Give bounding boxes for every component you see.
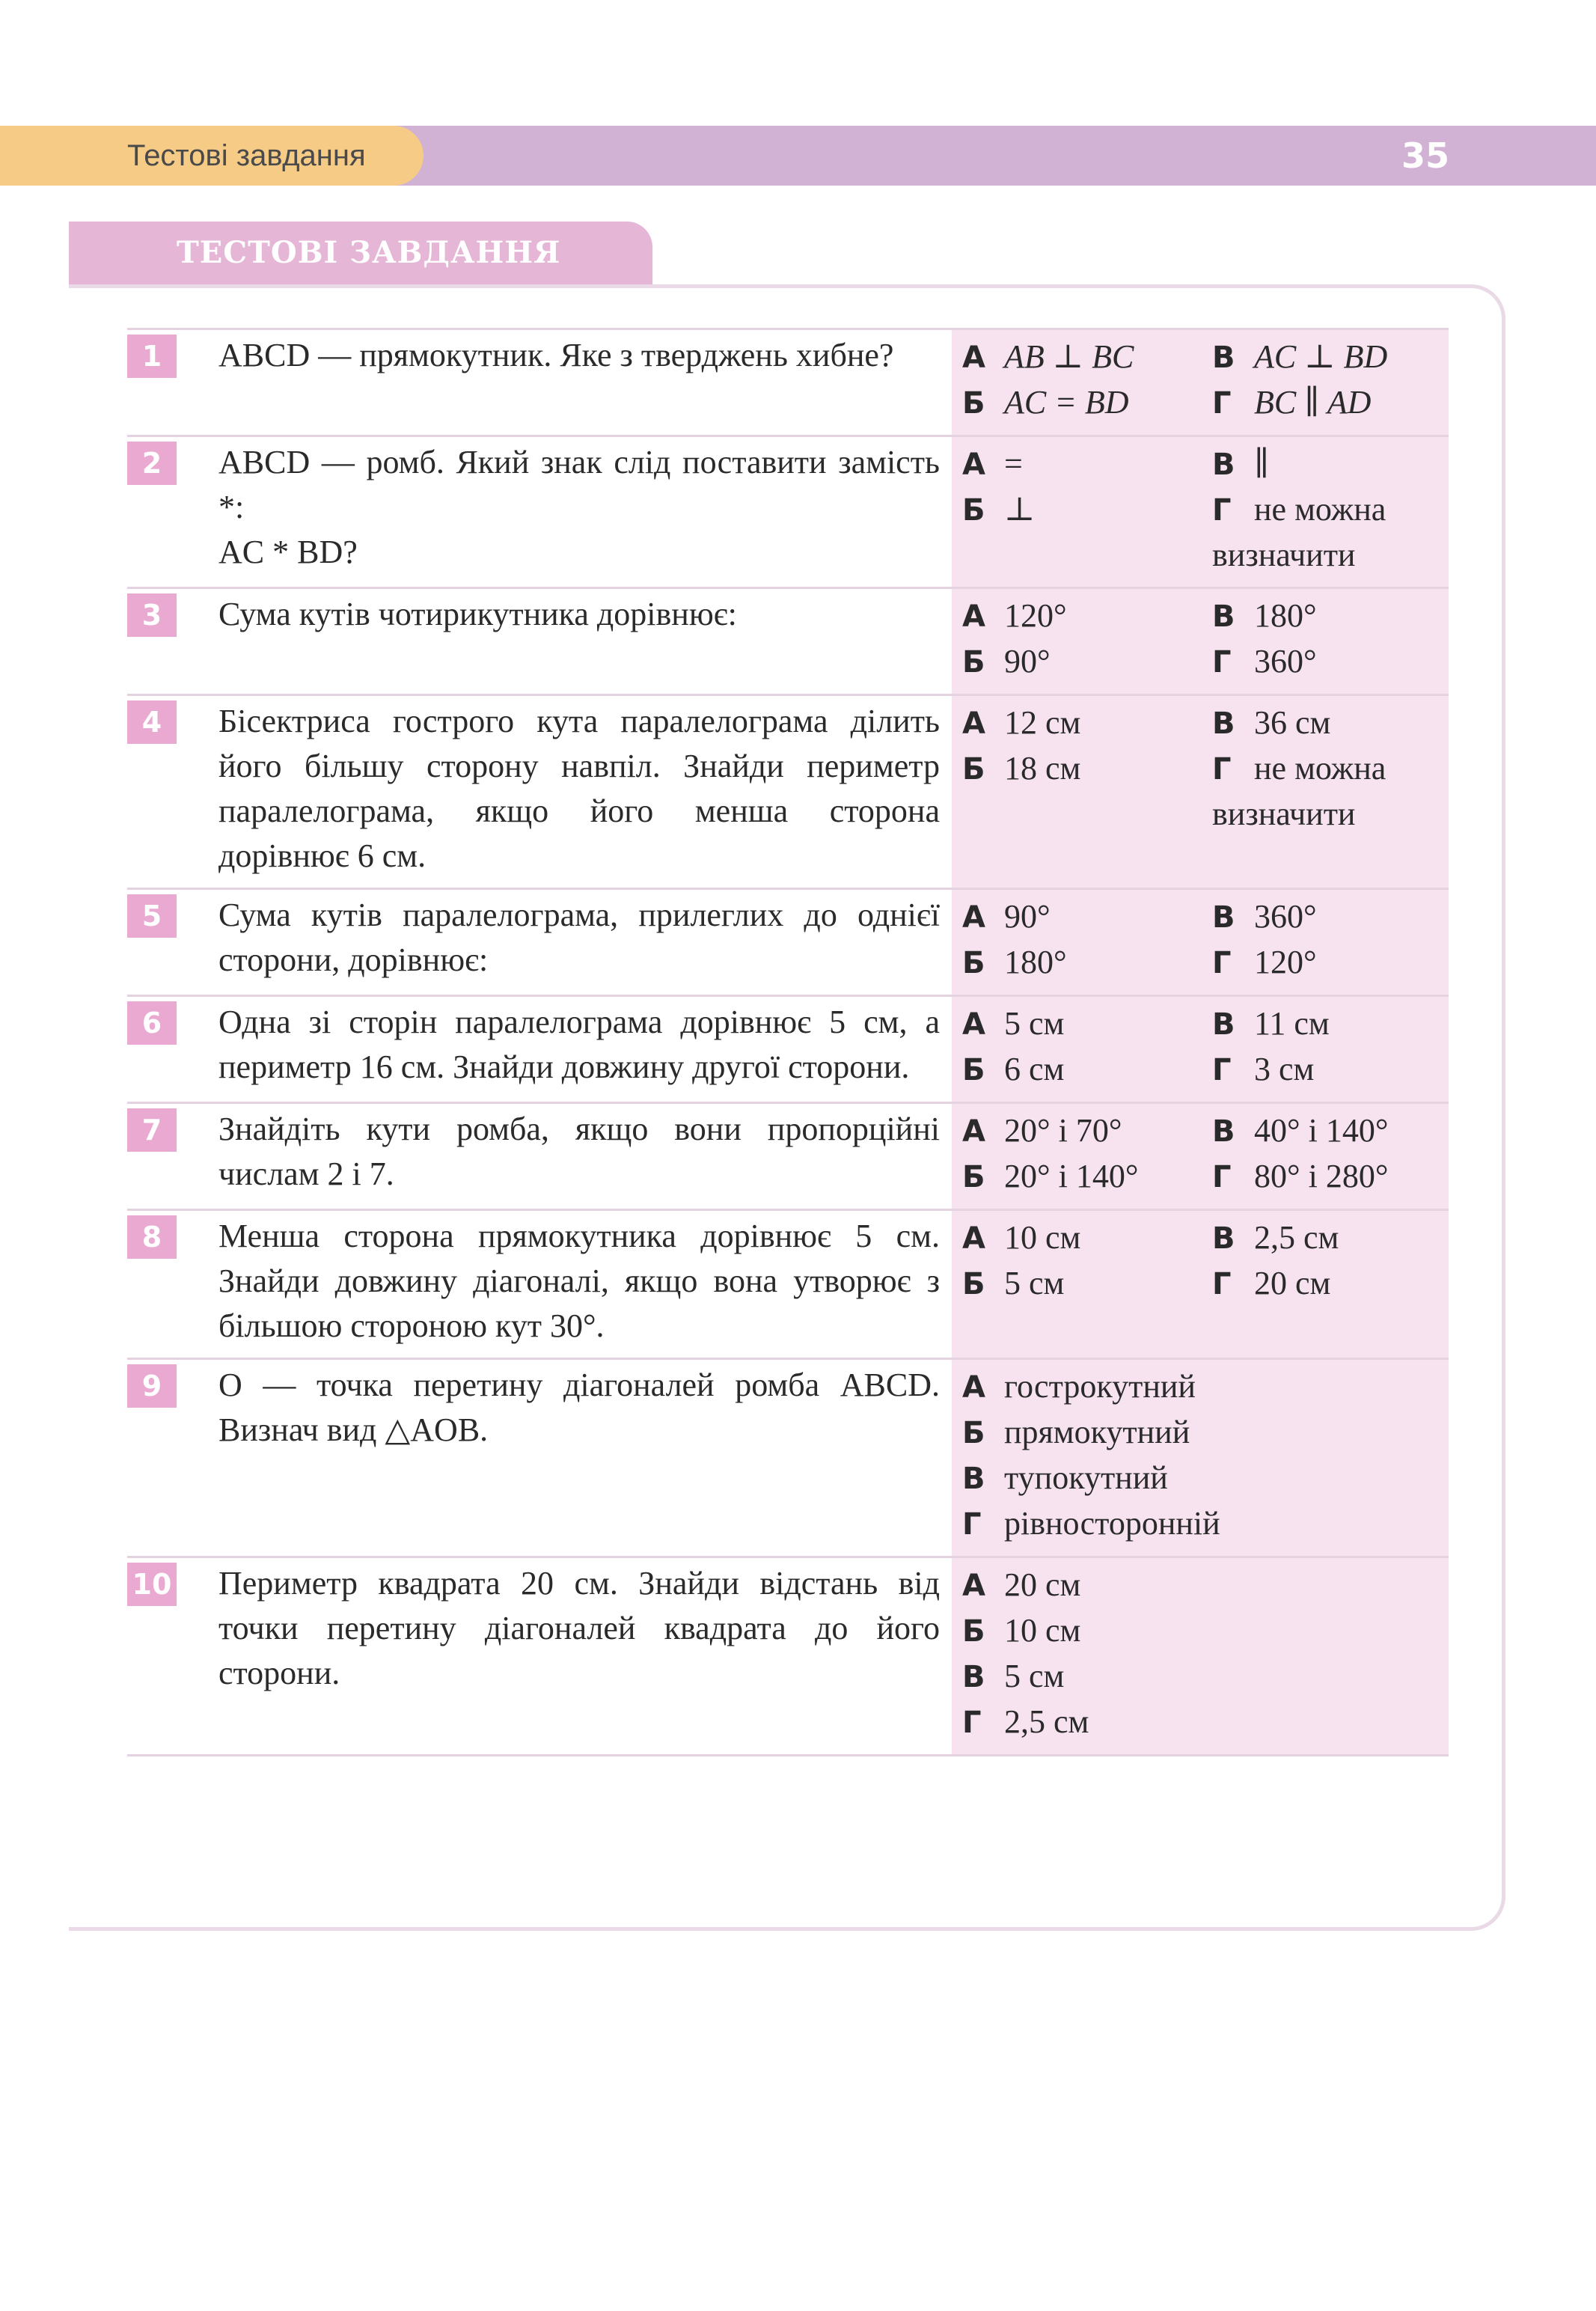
answer-value: 11 см	[1254, 1005, 1330, 1042]
answer-value: 20 см	[1004, 1566, 1081, 1603]
answer-value: ⊥	[1004, 491, 1036, 528]
answer-value: AC = BD	[1004, 384, 1129, 421]
answer-option	[962, 1410, 1449, 1456]
answer-option	[1212, 442, 1449, 487]
answer-letter: Б	[962, 386, 985, 421]
answer-value: =	[1004, 445, 1023, 482]
answer-option	[962, 700, 1212, 746]
answer-options	[952, 330, 1449, 435]
answer-letter: Б	[962, 645, 985, 680]
answer-letter: А	[962, 341, 985, 375]
answer-option	[1212, 940, 1449, 986]
answer-value: 10 см	[1004, 1219, 1081, 1256]
answer-letter: А	[962, 706, 985, 741]
answer-option	[962, 1108, 1212, 1154]
answer-option	[962, 1001, 1212, 1047]
answer-option	[962, 593, 1212, 639]
question-row	[127, 995, 1449, 1102]
answer-letter: Г	[1212, 1160, 1232, 1194]
answer-option	[962, 487, 1212, 578]
answer-value: 40° і 140°	[1254, 1112, 1389, 1149]
answer-value: 90°	[1004, 898, 1051, 935]
answer-option	[1212, 380, 1449, 426]
question-row	[127, 888, 1449, 995]
answer-letter: Б	[962, 1614, 985, 1649]
answer-option	[1212, 1108, 1449, 1154]
answer-option	[1212, 335, 1449, 380]
question-number-cell	[127, 1360, 177, 1556]
answer-letter: А	[962, 900, 985, 935]
answer-letter: А	[962, 448, 985, 482]
question-row	[127, 1209, 1449, 1358]
question-number-badge: 2	[127, 442, 177, 485]
question-text: O — точка перетину діагоналей ромба ABCD. Визнач вид △AOB.	[218, 1367, 940, 1448]
answer-option	[962, 442, 1212, 487]
answer-option	[962, 1261, 1212, 1307]
answer-letter: В	[1212, 1114, 1235, 1149]
answer-value: AC ⊥ BD	[1254, 338, 1388, 375]
answer-options	[952, 997, 1449, 1102]
question-number-badge: 3	[127, 593, 177, 637]
answer-value: 90°	[1004, 643, 1051, 680]
question-number-badge: 1	[127, 335, 177, 378]
answer-value: тупокутний	[1004, 1459, 1168, 1496]
answer-letter: Г	[1212, 1053, 1232, 1087]
answer-letter: В	[1212, 900, 1235, 935]
answer-options	[952, 1360, 1449, 1556]
answer-value: BC ∥ AD	[1254, 384, 1372, 421]
answer-letter: В	[1212, 1007, 1235, 1042]
question-number-cell	[127, 696, 177, 888]
answer-letter: Б	[962, 1160, 985, 1194]
answer-value: 120°	[1004, 597, 1067, 634]
answer-value: 20 см	[1254, 1265, 1331, 1301]
answer-option	[962, 1456, 1449, 1501]
answer-options	[952, 1211, 1449, 1358]
question-row	[127, 1358, 1449, 1556]
answer-option	[962, 1563, 1449, 1608]
question-row	[127, 435, 1449, 587]
answer-value: 180°	[1004, 944, 1067, 980]
answer-letter: Б	[962, 1416, 985, 1450]
answer-option	[1212, 746, 1449, 837]
question-row	[127, 694, 1449, 888]
running-header-title: Тестові завдання	[127, 139, 366, 172]
answer-letter: В	[962, 1462, 985, 1496]
answer-letter: А	[962, 1114, 985, 1149]
answer-letter: Г	[1212, 752, 1232, 787]
question-row	[127, 328, 1449, 435]
answer-option	[1212, 639, 1449, 685]
answer-options	[952, 589, 1449, 694]
answer-option	[962, 1608, 1449, 1654]
answer-value: 5 см	[1004, 1658, 1065, 1694]
answer-option	[1212, 1047, 1449, 1093]
question-number-cell	[127, 589, 177, 694]
answer-value: 180°	[1254, 597, 1317, 634]
answer-option	[962, 335, 1212, 380]
answer-letter: Г	[1212, 386, 1232, 421]
question-number-cell	[127, 997, 177, 1102]
answer-option	[962, 940, 1212, 986]
answer-letter: Г	[1212, 1267, 1232, 1301]
answer-value: 18 см	[1004, 750, 1081, 787]
answer-letter: Б	[962, 1053, 985, 1087]
answer-option	[1212, 894, 1449, 940]
answer-options	[952, 890, 1449, 995]
answer-value: 80° і 280°	[1254, 1158, 1389, 1194]
page-number: 35	[1401, 135, 1449, 176]
question-number-badge: 9	[127, 1364, 177, 1408]
answer-letter: А	[962, 1221, 985, 1256]
answer-letter: А	[962, 1007, 985, 1042]
answer-options	[952, 1104, 1449, 1209]
question-number-cell	[127, 1104, 177, 1209]
answer-option	[1212, 700, 1449, 746]
question-row	[127, 587, 1449, 694]
question-number-cell	[127, 1211, 177, 1358]
answer-letter: Г	[962, 1507, 982, 1542]
answer-value: 2,5 см	[1004, 1703, 1089, 1740]
answer-value: 3 см	[1254, 1051, 1315, 1087]
answer-value: гострокутний	[1004, 1368, 1196, 1405]
question-text: Одна зі сторін паралелограма дорівнює 5 см, а периметр 16 см. Знайди довжину другої сторони.	[218, 1004, 940, 1085]
answer-value: 6 см	[1004, 1051, 1065, 1087]
answer-value: прямокутний	[1004, 1414, 1190, 1450]
answer-value: 5 см	[1004, 1265, 1065, 1301]
answer-letter: В	[1212, 341, 1235, 375]
question-number-cell	[127, 330, 177, 435]
answer-option	[1212, 1261, 1449, 1307]
answer-value: 36 см	[1254, 704, 1331, 741]
answer-letter: Б	[962, 946, 985, 980]
answer-value: 2,5 см	[1254, 1219, 1339, 1256]
answer-letter: Г	[1212, 645, 1232, 680]
question-text: Бісектриса гострого кута паралелограма ділить його більшу сторону навпіл. Знайди периметр паралелограма, якщо його менша сторона дорівнює 6 см.	[218, 703, 940, 874]
question-row	[127, 1556, 1449, 1756]
answer-option	[962, 1215, 1212, 1261]
answer-option	[962, 1364, 1449, 1410]
answer-option	[962, 746, 1212, 837]
answer-option	[962, 1501, 1449, 1547]
answer-value: 360°	[1254, 898, 1317, 935]
question-text: Сума кутів паралелограма, прилеглих до однієї сторони, дорівнює:	[218, 897, 940, 978]
question-text: Менша сторона прямокутника дорівнює 5 см. Знайди довжину діагоналі, якщо вона утворює з більшою стороною кут 30°.	[218, 1218, 940, 1344]
question-text: ABCD — прямокутник. Яке з тверджень хибне?	[218, 337, 894, 373]
question-number-badge: 7	[127, 1108, 177, 1152]
answer-value: AB ⊥ BC	[1004, 338, 1134, 375]
answer-value: 20° і 70°	[1004, 1112, 1122, 1149]
answer-option	[962, 1154, 1212, 1200]
answer-option	[962, 1654, 1449, 1700]
answer-option	[1212, 593, 1449, 639]
answer-value: 10 см	[1004, 1612, 1081, 1649]
answer-option	[1212, 1001, 1449, 1047]
answer-letter: Г	[1212, 493, 1232, 528]
question-number-badge: 8	[127, 1215, 177, 1259]
answer-letter: Б	[962, 493, 985, 528]
answer-letter: Б	[962, 752, 985, 787]
answer-letter: А	[962, 599, 985, 634]
answer-letter: Г	[962, 1706, 982, 1740]
answer-option	[962, 1047, 1212, 1093]
answer-letter: А	[962, 1569, 985, 1603]
answer-option	[1212, 1154, 1449, 1200]
answer-value: 5 см	[1004, 1005, 1065, 1042]
answer-option	[962, 639, 1212, 685]
answer-letter: А	[962, 1370, 985, 1405]
answer-letter: В	[1212, 448, 1235, 482]
answer-value: рівносторонній	[1004, 1505, 1220, 1542]
answer-value: 120°	[1254, 944, 1317, 980]
answer-options	[952, 696, 1449, 888]
answer-letter: В	[1212, 706, 1235, 741]
section-title: ТЕСТОВІ ЗАВДАННЯ	[177, 235, 561, 270]
question-number-cell	[127, 437, 177, 587]
test-table	[127, 328, 1449, 1756]
answer-option	[962, 894, 1212, 940]
question-number-badge: 5	[127, 894, 177, 938]
answer-option	[962, 1700, 1449, 1745]
question-text: Знайдіть кути ромба, якщо вони пропорційні числам 2 і 7.	[218, 1111, 940, 1192]
question-text: ABCD — ромб. Який знак слід поставити замість *: AC * BD?	[218, 444, 940, 570]
answer-letter: Г	[1212, 946, 1232, 980]
answer-option	[1212, 487, 1449, 578]
question-number-badge: 10	[127, 1563, 177, 1606]
answer-letter: В	[1212, 599, 1235, 634]
question-text: Сума кутів чотирикутника дорівнює:	[218, 596, 737, 632]
question-row	[127, 1102, 1449, 1209]
answer-letter: В	[962, 1660, 985, 1694]
answer-option	[1212, 1215, 1449, 1261]
question-number-cell	[127, 890, 177, 995]
answer-value: 360°	[1254, 643, 1317, 680]
answer-value: не можна визначити	[1212, 491, 1386, 573]
question-number-badge: 6	[127, 1001, 177, 1045]
answer-options	[952, 1558, 1449, 1754]
answer-option	[962, 380, 1212, 426]
answer-letter: Б	[962, 1267, 985, 1301]
answer-value: ∥	[1254, 445, 1270, 482]
answer-value: не можна визначити	[1212, 750, 1386, 832]
answer-letter: В	[1212, 1221, 1235, 1256]
question-text: Периметр квадрата 20 см. Знайди відстань від точки перетину діагоналей квадрата до його сторони.	[218, 1565, 940, 1691]
answer-value: 12 см	[1004, 704, 1081, 741]
question-number-badge: 4	[127, 700, 177, 744]
answer-options	[952, 437, 1449, 587]
answer-value: 20° і 140°	[1004, 1158, 1139, 1194]
question-number-cell	[127, 1558, 177, 1754]
